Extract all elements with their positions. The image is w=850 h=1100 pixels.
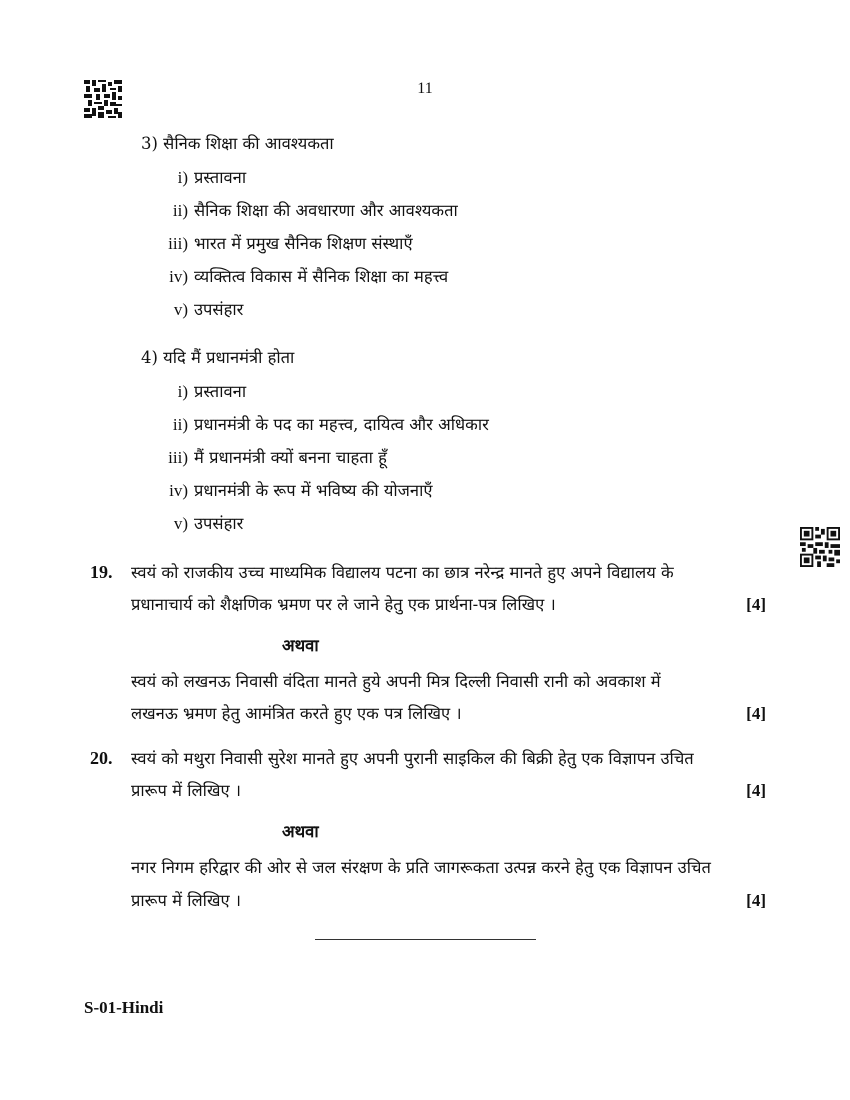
topic-point: v) उपसंहार: [173, 300, 244, 319]
topic-point: iv) प्रधानमंत्री के रूप में भविष्य की योजनाएँ: [169, 481, 433, 500]
topic-point: i) प्रस्तावना: [177, 168, 247, 187]
topic-point: iii) मैं प्रधानमंत्री क्यों बनना चाहता हूँ: [168, 448, 387, 467]
topic-point: v) उपसंहार: [173, 514, 244, 533]
footer-code: S-01-Hindi: [84, 998, 164, 1017]
marks-label: [4]: [746, 891, 766, 910]
question-text: नगर निगम हरिद्वार की ओर से जल संरक्षण के प्रति जागरूकता उत्पन्न करने हेतु एक विज्ञापन उचित: [131, 858, 711, 877]
question-number: 19.: [90, 562, 113, 582]
marks-label: [4]: [746, 704, 766, 723]
question-text: स्वयं को राजकीय उच्च माध्यमिक विद्यालय पटना का छात्र नरेन्द्र मानते हुए अपने विद्यालय के: [131, 563, 674, 582]
question-text: लखनऊ भ्रमण हेतु आमंत्रित करते हुए एक पत्र लिखिए ।: [131, 704, 462, 723]
topic-point: ii) सैनिक शिक्षा की अवधारणा और आवश्यकता: [172, 201, 458, 220]
end-divider: [315, 939, 536, 940]
marks-label: [4]: [746, 781, 766, 800]
or-label: अथवा: [282, 636, 319, 655]
or-label: अथवा: [282, 822, 319, 841]
topic-point: i) प्रस्तावना: [177, 382, 247, 401]
question-text: स्वयं को मथुरा निवासी सुरेश मानते हुए अपनी पुरानी साइकिल की बिक्री हेतु एक विज्ञापन उचित: [131, 749, 694, 768]
question-text: स्वयं को लखनऊ निवासी वंदिता मानते हुये अपनी मित्र दिल्ली निवासी रानी को अवकाश में: [131, 672, 661, 691]
question-text: प्रारूप में लिखिए ।: [131, 891, 242, 910]
question-text: प्रधानाचार्य को शैक्षणिक भ्रमण पर ले जाने हेतु एक प्रार्थना-पत्र लिखिए ।: [131, 595, 556, 614]
question-number: 20.: [90, 748, 113, 768]
essay-topic-heading: 3) सैनिक शिक्षा की आवश्यकता: [141, 134, 334, 153]
topic-point: ii) प्रधानमंत्री के पद का महत्त्व, दायित्व और अधिकार: [172, 415, 489, 434]
qr-code-icon: [800, 527, 840, 567]
question-text: प्रारूप में लिखिए ।: [131, 781, 242, 800]
topic-point: iv) व्यक्तित्व विकास में सैनिक शिक्षा का महत्त्व: [169, 267, 449, 286]
marks-label: [4]: [746, 595, 766, 614]
page-number: 11: [417, 80, 433, 97]
essay-topic-heading: 4) यदि मैं प्रधानमंत्री होता: [141, 348, 295, 367]
topic-point: iii) भारत में प्रमुख सैनिक शिक्षण संस्थाएँ: [168, 234, 413, 253]
